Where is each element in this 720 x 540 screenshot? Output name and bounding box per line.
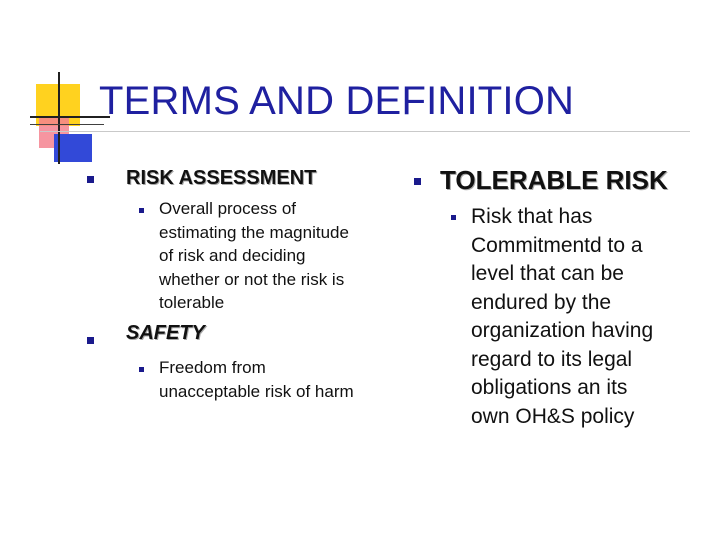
bullet-square-icon bbox=[87, 337, 94, 344]
definition-line: organization having bbox=[471, 319, 654, 342]
definition-line: Commitmentd to a bbox=[471, 233, 643, 257]
bullet-square-icon bbox=[414, 178, 421, 185]
definition-line: regard to its legal bbox=[471, 347, 633, 371]
slide-title: TERMS AND DEFINITION bbox=[99, 79, 575, 123]
definition-line: level that can be bbox=[471, 262, 624, 285]
safety-definition bbox=[159, 356, 399, 403]
risk-assessment-definition bbox=[159, 197, 399, 315]
definition-line: tolerable bbox=[159, 293, 225, 312]
tolerable-risk-heading: TOLERABLE RISK bbox=[440, 165, 668, 195]
sub-bullet-icon bbox=[451, 215, 456, 220]
definition-line: obligations an its bbox=[471, 376, 628, 399]
sub-bullet-icon bbox=[139, 208, 144, 213]
title-divider bbox=[40, 131, 690, 132]
definition-line: own OH&S policy bbox=[471, 404, 635, 428]
risk-assessment-heading: RISK ASSESSMENT bbox=[126, 167, 317, 189]
definition-line: unacceptable risk of harm bbox=[159, 381, 354, 401]
definition-line: whether or not the risk is bbox=[159, 269, 345, 289]
definition-line: Risk that has bbox=[471, 205, 593, 228]
definition-line: endured by the bbox=[471, 290, 612, 314]
definition-line: estimating the magnitude bbox=[159, 222, 349, 242]
tolerable-risk-definition bbox=[471, 203, 711, 431]
definition-line: Overall process of bbox=[159, 199, 296, 218]
definition-line: of risk and deciding bbox=[159, 246, 306, 265]
logo-graphic bbox=[30, 72, 110, 167]
safety-heading: SAFETY bbox=[126, 322, 205, 344]
logo-horizontal-line-2 bbox=[30, 124, 104, 125]
sub-bullet-icon bbox=[139, 367, 144, 372]
logo-horizontal-line bbox=[30, 116, 110, 118]
definition-line: Freedom from bbox=[159, 358, 266, 377]
logo-vertical-line bbox=[58, 72, 60, 164]
bullet-square-icon bbox=[87, 176, 94, 183]
